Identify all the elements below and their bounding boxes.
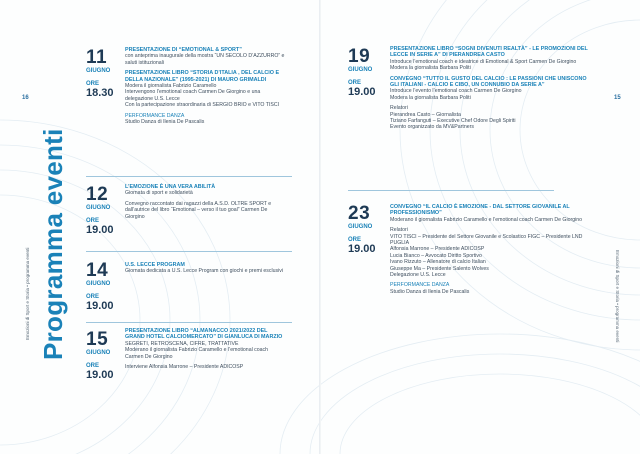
event-line: Convegno raccontato dai ragazzi della A.S.D. OLTRE SPORT e dall’autrice del libro “Emotional – verso il tuo goal” Carmen De Giorgino bbox=[125, 200, 272, 220]
event-line: Intervengono l’emotional coach Carmen De Giorgino e una delegazione U.S. Lecce bbox=[125, 89, 261, 102]
event-heading: PRESENTAZIONE LIBRO “SOGNI DIVENUTI REALTÀ” - LE PROMOZIONI DEL LECCE IN SERIE A” DI PIERANDREA CASTO bbox=[390, 46, 588, 59]
event-details bbox=[125, 328, 285, 370]
event-ore-label: ORE bbox=[86, 363, 100, 369]
event-month: GIUGNO bbox=[86, 350, 111, 356]
event-month: GIUGNO bbox=[86, 205, 111, 211]
event-ore-label: ORE bbox=[348, 237, 362, 243]
page-title: Programma eventi bbox=[38, 128, 68, 360]
separator-line bbox=[86, 322, 292, 323]
event-line: Tiziano Farfanguti – Executive Chef Odore Degli Spiriti bbox=[390, 118, 516, 125]
event-details bbox=[125, 47, 285, 125]
event-line: Alfonsia Marrone – Presidente ADICOSP bbox=[390, 246, 485, 253]
event-details bbox=[390, 46, 596, 131]
event-line: Moderano il giornalista Fabrizio Caramello e l’emotional coach Carmen De Giorgino bbox=[125, 347, 269, 360]
event-line: Modera la giornalista Barbara Politi bbox=[390, 94, 471, 101]
event-line: Studio Danza di Ilenia De Pascalis bbox=[390, 288, 470, 295]
event-month: GIUGNO bbox=[86, 68, 111, 74]
event-time: 19.00 bbox=[348, 243, 376, 255]
separator-line bbox=[86, 176, 292, 177]
page-number-left: 16 bbox=[22, 95, 29, 101]
event-ore-label: ORE bbox=[348, 80, 362, 86]
event-line: Relatori bbox=[390, 227, 408, 234]
event-heading: CONVEGNO “IL CALCIO È EMOZIONE - DAL SETTORE GIOVANILE AL PROFESSIONISMO” bbox=[390, 204, 570, 217]
event-month: GIUGNO bbox=[348, 67, 373, 73]
event-ore-label: ORE bbox=[86, 218, 100, 224]
event-heading: CONVEGNO “TUTTO IL GUSTO DEL CALCIO : LE PASSIONI CHE UNISCONO GLI ITALIANI - CALCIO E CIBO, UN CONNUBIO DA SERIE A” bbox=[390, 75, 587, 89]
event-time: 19.00 bbox=[86, 224, 114, 236]
event-line: Con la partecipazione straordinaria di SERGIO BRIO e VITO TISCI bbox=[125, 102, 280, 109]
event-ore-label: ORE bbox=[86, 81, 100, 87]
event-line: VITO TISCI – Presidente del Settore Giovanile e Scolastico FIGC – Presidente LND PUGLIA bbox=[390, 233, 583, 247]
event-line: Delegazione U.S. Lecce bbox=[390, 272, 446, 279]
page-number-right: 15 bbox=[614, 95, 621, 101]
event-day: 11 bbox=[86, 47, 108, 68]
event-time: 19.00 bbox=[86, 300, 114, 312]
event-heading: PRESENTAZIONE LIBRO “ALMANACCO 2021/2022 DEL GRAND HOTEL CALCIOMERCATO” DI GIANLUCA DI MARZIO bbox=[125, 328, 283, 341]
event-details bbox=[125, 262, 285, 275]
event-line: Giornata di sport e solidarietà bbox=[125, 190, 193, 197]
event-line: Giuseppe Ma – Presidente Salento Wolves bbox=[390, 265, 489, 272]
event-line: PERFORMANCE DANZA bbox=[390, 282, 450, 289]
event-line: Relatori bbox=[390, 105, 408, 112]
event-day: 23 bbox=[348, 203, 371, 224]
separator-line bbox=[86, 251, 292, 252]
event-details bbox=[390, 204, 596, 295]
event-line: Moderano il giornalista Fabrizio Caramello e l’emotional coach Carmen De Giorgino bbox=[390, 216, 583, 223]
event-line: Modera il giornalista Fabrizio Caramello bbox=[125, 83, 217, 90]
event-line: con anteprima inaugurale della mostra “UN SECOLO D’AZZURRO” e saluti istituzionali bbox=[125, 53, 285, 66]
page-fold bbox=[319, 0, 321, 454]
event-heading: PRESENTAZIONE LIBRO “STORIA D’ITALIA , DEL CALCIO E DELLA NAZIONALE” (1995-2021) DI MAURO GRIMALDI bbox=[125, 70, 280, 83]
event-line: PERFORMANCE DANZA bbox=[125, 112, 185, 119]
event-line: Evento organizzato da MV&Partners bbox=[390, 124, 474, 131]
event-line: Interviene Alfonsia Marrone – Presidente ADICOSP bbox=[125, 364, 244, 371]
separator-line bbox=[348, 190, 554, 191]
event-day: 12 bbox=[86, 184, 109, 205]
event-heading: PRESENTAZIONE DI “EMOTIONAL & SPORT” bbox=[125, 47, 242, 53]
event-month: GIUGNO bbox=[348, 224, 373, 230]
event-day: 19 bbox=[348, 46, 371, 67]
event-line: Pierandrea Casto – Giornalista bbox=[390, 111, 461, 118]
event-time: 18.30 bbox=[86, 87, 114, 99]
event-month: GIUGNO bbox=[86, 281, 111, 287]
event-line: Giornata dedicata a U.S. Lecce Program con giochi e premi esclusivi bbox=[125, 268, 284, 275]
event-ore-label: ORE bbox=[86, 294, 100, 300]
event-line: SEGRETI, RETROSCENA, CIFRE, TRATTATIVE bbox=[125, 340, 239, 347]
event-line: Studio Danza di Ilenia De Pascalis bbox=[125, 119, 205, 126]
event-day: 15 bbox=[86, 329, 109, 350]
event-time: 19.00 bbox=[348, 86, 376, 98]
event-line: Introduce l’emotional coach e ideatrice di Emotional & Sport Carmen De Giorgino bbox=[390, 58, 577, 65]
event-heading: L’EMOZIONE È UNA VERA ABILITÀ bbox=[125, 184, 216, 190]
event-line: Introduce l’evento l’emotional coach Carmen De Giorgino bbox=[390, 88, 522, 95]
event-time: 19.00 bbox=[86, 369, 114, 381]
event-line: Lucia Bianco – Avvocato Diritto Sportivo bbox=[390, 252, 482, 259]
event-heading: U.S. LECCE PROGRAM bbox=[125, 262, 185, 268]
event-details bbox=[125, 184, 285, 220]
event-day: 14 bbox=[86, 260, 109, 281]
event-line: Ivano Rizzuto – Allenatore di calcio Italian bbox=[390, 259, 486, 266]
caption-left: Emozioni di Sport e Storia • programma eventi bbox=[25, 247, 30, 340]
event-line: Modera la giornalista Barbara Politi bbox=[390, 65, 471, 72]
caption-right: Emozioni di Sport e Storia • programma eventi bbox=[615, 250, 620, 343]
